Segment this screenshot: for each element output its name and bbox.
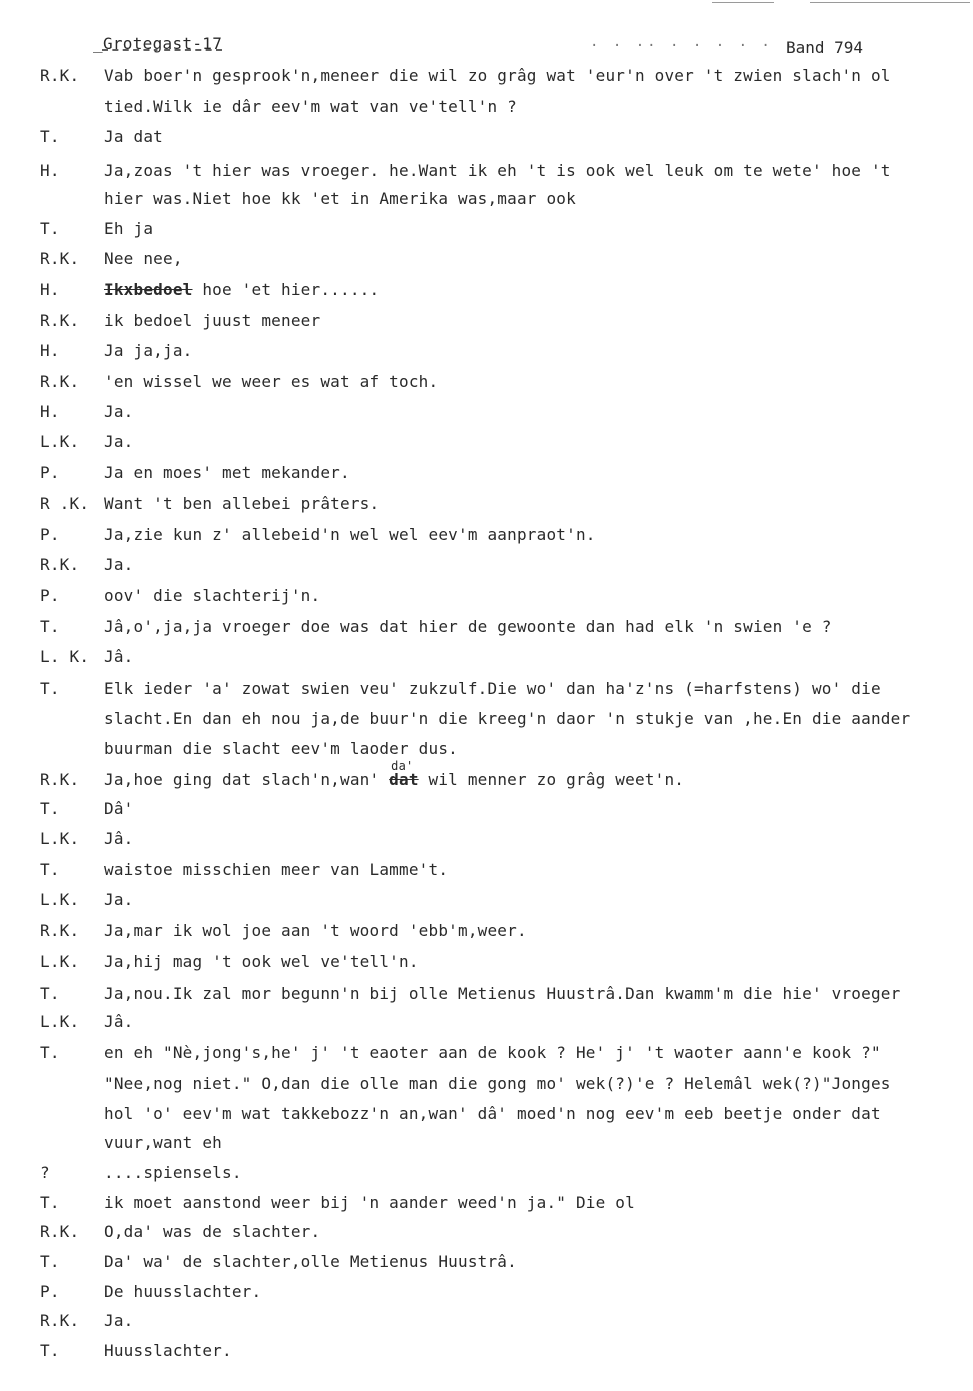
speaker-label: L.K.	[40, 432, 80, 451]
utterance-text: Ja,zie kun z' allebeid'n wel wel eev'm aanpraot'n.	[104, 525, 596, 544]
speaker-label: P.	[40, 586, 60, 605]
utterance-continuation: hier was.Niet hoe kk 'et in Amerika was,maar ook	[104, 189, 576, 208]
utterance-text: Da' wa' de slachter,olle Metienus Huustrâ.	[104, 1252, 517, 1271]
utterance-text: Ja dat	[104, 127, 163, 146]
speaker-label: T.	[40, 127, 60, 146]
utterance-text: ....spiensels.	[104, 1163, 242, 1182]
utterance-text: O,da' was de slachter.	[104, 1222, 321, 1241]
utterance-text: 'en wissel we weer es wat af toch.	[104, 372, 439, 391]
utterance-text-rest: hoe 'et hier......	[192, 280, 380, 299]
utterance-continuation: hol 'o' eev'm wat takkebozz'n an,wan' dâ' moed'n nog eev'm eeb beetje onder dat	[104, 1104, 881, 1123]
speaker-label: L.K.	[40, 952, 80, 971]
band-number: Band 794	[786, 38, 864, 57]
utterance-text: en eh "Nè,jong's,he' j' 't eaoter aan de kook ? He' j' 't waoter aann'e kook ?"	[104, 1043, 881, 1062]
utterance-text: Jâ.	[104, 829, 134, 848]
utterance-text: Jâ,o',ja,ja vroeger doe was dat hier de gewoonte dan had elk 'n swien 'e ?	[104, 617, 832, 636]
document-title: _Grotegast-17	[93, 34, 223, 53]
utterance-text: Ja.	[104, 432, 134, 451]
speaker-label: R .K.	[40, 494, 90, 513]
speaker-label: ?	[40, 1163, 50, 1182]
speaker-label: T.	[40, 1043, 60, 1062]
utterance-text: Eh ja	[104, 219, 154, 238]
utterance-text: waistoe misschien meer van Lamme't.	[104, 860, 449, 879]
speaker-label: R.K.	[40, 770, 80, 789]
speaker-label: L.K.	[40, 829, 80, 848]
inserted-correction: da'	[391, 759, 414, 773]
utterance-text: Elk ieder 'a' zowat swien veu' zukzulf.Die wo' dan ha'z'ns (=harfstens) wo' die	[104, 679, 881, 698]
utterance-text: Ja.	[104, 1311, 134, 1330]
utterance-text: ik moet aanstond weer bij 'n aander weed'n ja." Die ol	[104, 1193, 635, 1212]
speaker-label: R.K.	[40, 311, 80, 330]
utterance-text: Ja.	[104, 555, 134, 574]
utterance-text: Ja,zoas 't hier was vroeger. he.Want ik eh 't is ook wel leuk om te wete' hoe 't	[104, 161, 891, 180]
speaker-label: R.K.	[40, 1311, 80, 1330]
utterance-text: Ja en moes' met mekander.	[104, 463, 350, 482]
header-dots: . . .. . . . . . .	[590, 34, 796, 50]
speaker-label: T.	[40, 799, 60, 818]
utterance-text: Jâ.	[104, 1012, 134, 1031]
speaker-label: R.K.	[40, 555, 80, 574]
utterance-continuation: buurman die slacht eev'm laoder dus.	[104, 739, 458, 758]
speaker-label: T.	[40, 1193, 60, 1212]
utterance-text: Want 't ben allebei prâters.	[104, 494, 380, 513]
speaker-label: T.	[40, 860, 60, 879]
speaker-label: H.	[40, 341, 60, 360]
utterance-text	[104, 280, 379, 300]
utterance-text-rest: wil menner zo grâg weet'n.	[418, 770, 685, 789]
speaker-label: T.	[40, 679, 60, 698]
utterance-text: Ja,mar ik wol joe aan 't woord 'ebb'm,weer.	[104, 921, 527, 940]
utterance-text-start: Ja,hoe ging dat slach'n,wan'	[104, 770, 390, 789]
utterance-text: Ja,nou.Ik zal mor begunn'n bij olle Metienus Huustrâ.Dan kwamm'm die hie' vroeger	[104, 984, 901, 1003]
utterance-continuation: vuur,want eh	[104, 1133, 222, 1152]
speaker-label: H.	[40, 402, 60, 421]
speaker-label: R.K.	[40, 921, 80, 940]
speaker-label: L.K.	[40, 1012, 80, 1031]
speaker-label: T.	[40, 1252, 60, 1271]
utterance-text: ik bedoel juust meneer	[104, 311, 321, 330]
top-rule-left	[712, 2, 774, 3]
utterance-text: Ja ja,ja.	[104, 341, 193, 360]
speaker-label: L. K.	[40, 647, 90, 666]
speaker-label: R.K.	[40, 372, 80, 391]
utterance-text: Jâ.	[104, 647, 134, 666]
top-rule-right	[810, 2, 970, 3]
speaker-label: P.	[40, 525, 60, 544]
speaker-label: T.	[40, 1341, 60, 1360]
speaker-label: R.K.	[40, 66, 80, 85]
utterance-text: Nee nee,	[104, 249, 183, 268]
utterance-continuation: slacht.En dan eh nou ja,de buur'n die kreeg'n daor 'n stukje van ,he.En die aander	[104, 709, 911, 728]
utterance-text: Ja,hij mag 't ook wel ve'tell'n.	[104, 952, 419, 971]
utterance-text: Huusslachter.	[104, 1341, 232, 1360]
speaker-label: H.	[40, 161, 60, 180]
speaker-label: L.K.	[40, 890, 80, 909]
struck-text: Ikxbedoel	[104, 280, 193, 299]
utterance-text: Ja.	[104, 402, 134, 421]
speaker-label: T.	[40, 984, 60, 1003]
struck-text: dat	[389, 770, 419, 789]
utterance-continuation: "Nee,nog niet." O,dan die olle man die gong mo' wek(?)'e ? Helemâl wek(?)"Jonges	[104, 1074, 891, 1093]
utterance-text: Vab boer'n gesprook'n,meneer die wil zo grâg wat 'eur'n over 't zwien slach'n ol	[104, 66, 891, 85]
utterance-text: Ja.	[104, 890, 134, 909]
speaker-label: P.	[40, 1282, 60, 1301]
utterance-text: Dâ'	[104, 799, 134, 818]
speaker-label: T.	[40, 617, 60, 636]
utterance-text: oov' die slachterij'n.	[104, 586, 321, 605]
utterance-continuation: tied.Wilk ie dâr eev'm wat van ve'tell'n ?	[104, 97, 517, 116]
utterance-text	[104, 759, 685, 790]
speaker-label: P.	[40, 463, 60, 482]
utterance-text: De huusslachter.	[104, 1282, 262, 1301]
speaker-label: T.	[40, 219, 60, 238]
speaker-label: H.	[40, 280, 60, 299]
speaker-label: R.K.	[40, 249, 80, 268]
speaker-label: R.K.	[40, 1222, 80, 1241]
